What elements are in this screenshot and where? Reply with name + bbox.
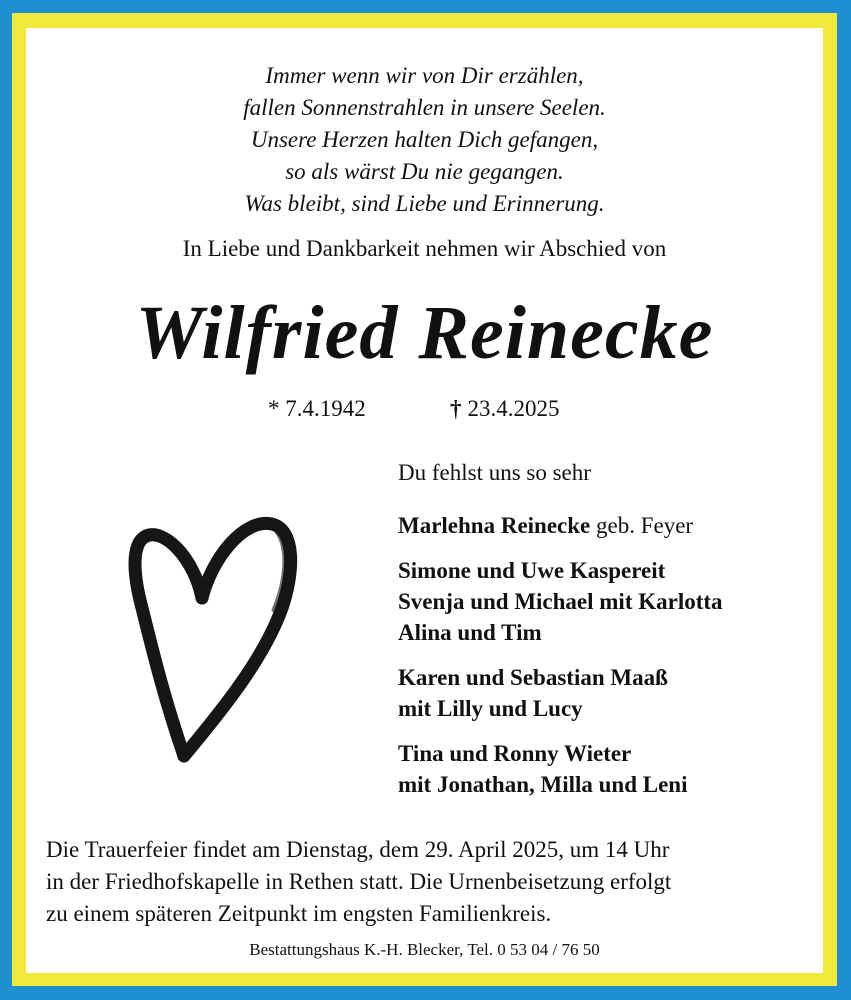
family-member [398,510,818,541]
family-member: mit Lilly und Lucy [398,696,583,721]
funeral-home-footer: Bestattungshaus K.-H. Blecker, Tel. 0 53 04 / 76 50 [249,940,600,959]
maiden-name: geb. Feyer [590,513,694,538]
intro-text: In Liebe und Dankbarkeit nehmen wir Abschied von [182,236,667,261]
family-group [398,662,818,724]
poem-line: fallen Sonnenstrahlen in unsere Seelen. [243,95,606,120]
ceremony-line: Die Trauerfeier findet am Dienstag, dem 29. April 2025, um 14 Uhr [46,837,670,862]
death-date-value: 23.4.2025 [467,396,560,421]
birth-date: * 7.4.1942 [268,396,366,421]
wife-name: Marlehna Reinecke [398,513,591,538]
family-member: Alina und Tim [398,620,542,645]
death-date [450,396,560,422]
family-group [398,510,818,541]
family-member: Simone und Uwe Kaspereit [398,558,666,583]
poem [26,60,823,220]
ceremony-line: in der Friedhofskapelle in Rethen statt. Die Urnenbeisetzung erfolgt [46,869,672,894]
family-member: Karen und Sebastian Maaß [398,665,668,690]
cross-icon: † [450,396,462,421]
obituary-notice [26,28,823,973]
family-group [398,738,818,800]
family-list [398,458,818,814]
poem-line: Unsere Herzen halten Dich gefangen, [250,127,599,152]
ceremony-info [46,834,816,930]
family-group [398,555,818,648]
family-member: Svenja und Michael mit Karlotta [398,589,723,614]
family-member: Tina und Ronny Wieter [398,741,632,766]
poem-line: Immer wenn wir von Dir erzählen, [265,63,584,88]
family-member: mit Jonathan, Milla und Leni [398,772,688,797]
poem-line: so als wärst Du nie gegangen. [285,159,564,184]
deceased-name: Wilfried Reinecke [135,291,714,375]
poem-line: Was bleibt, sind Liebe und Erinnerung. [244,191,605,216]
heart-icon [124,498,304,768]
ceremony-line: zu einem späteren Zeitpunkt im engsten Familienkreis. [46,901,552,926]
missing-you-text: Du fehlst uns so sehr [398,460,591,485]
